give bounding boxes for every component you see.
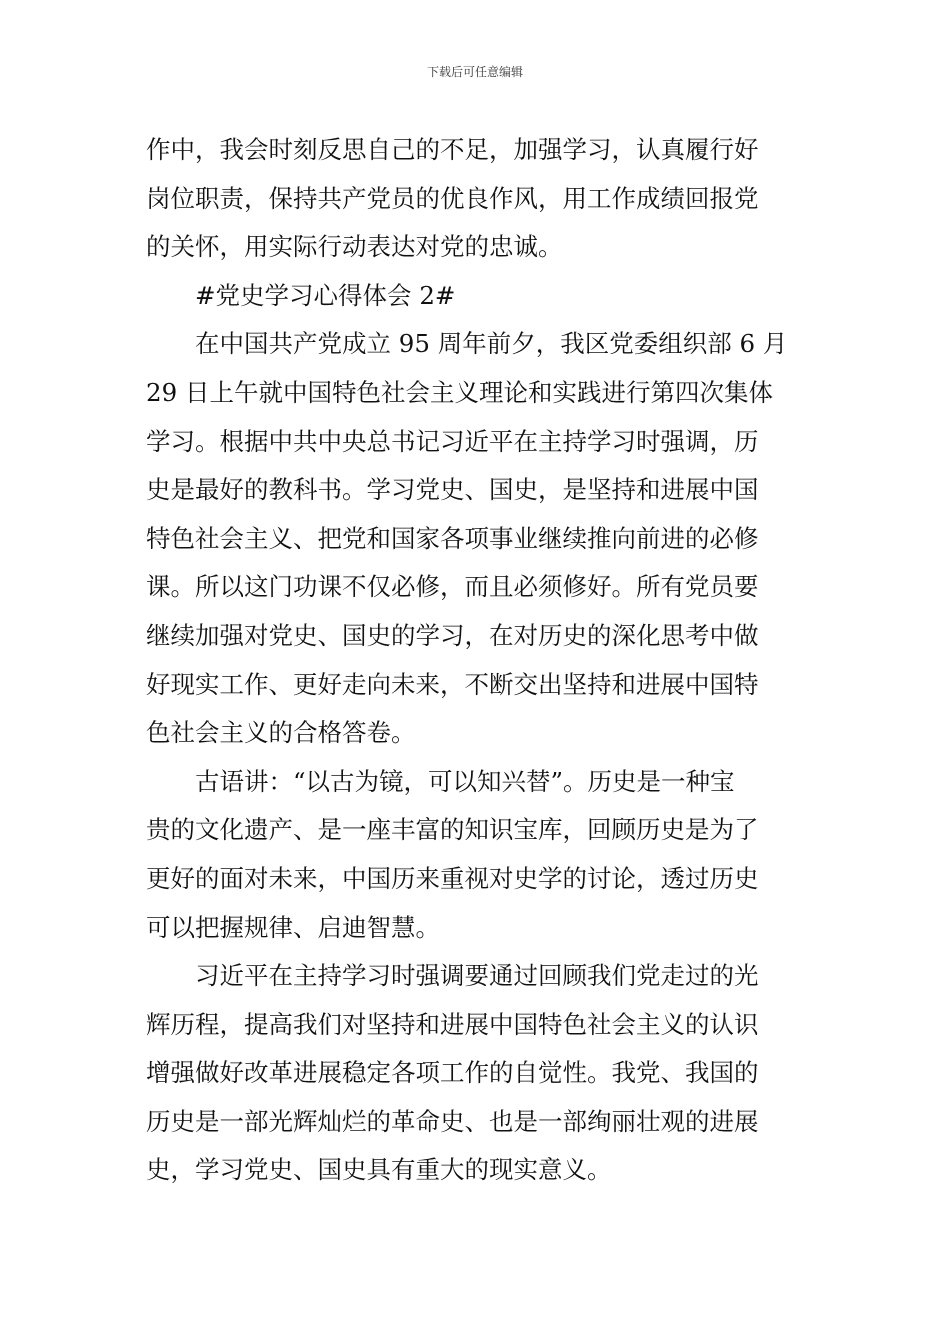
text-line: 29 日上午就中国特色社会主义理论和实践进行第四次集体 bbox=[146, 377, 773, 407]
text-line: 辉历程，提高我们对坚持和进展中国特色社会主义的认识 bbox=[146, 1009, 759, 1039]
text-line: 史，学习党史、国史具有重大的现实意义。 bbox=[146, 1155, 612, 1185]
text-line: 学习。根据中共中央总书记习近平在主持学习时强调，历 bbox=[146, 426, 759, 456]
text-line: 更好的面对未来，中国历来重视对史学的讨论，透过历史 bbox=[146, 863, 759, 893]
text-line: 增强做好改革进展稳定各项工作的自觉性。我党、我国的 bbox=[146, 1058, 759, 1088]
text-line: 课。所以这门功课不仅必修，而且必须修好。所有党员要 bbox=[146, 572, 759, 602]
text-line: 史是最好的教科书。学习党史、国史，是坚持和进展中国 bbox=[146, 475, 759, 505]
text-line: 特色社会主义、把党和国家各项事业继续推向前进的必修 bbox=[146, 523, 759, 553]
text-line: 的关怀，用实际行动表达对党的忠诚。 bbox=[146, 232, 563, 262]
text-line: 好现实工作、更好走向未来，不断交出坚持和进展中国特 bbox=[146, 669, 759, 699]
text-line: 古语讲：“以古为镜，可以知兴替”。历史是一种宝 bbox=[195, 766, 735, 796]
text-line: 贵的文化遗产、是一座丰富的知识宝库，回顾历史是为了 bbox=[146, 815, 759, 845]
paragraph bbox=[146, 758, 810, 952]
section-heading bbox=[146, 272, 810, 321]
section-heading-text: #党史学习心得体会 2# bbox=[195, 280, 456, 310]
text-line: 在中国共产党成立 95 周年前夕，我区党委组织部 6 月 bbox=[195, 329, 788, 359]
page-header-note: 下载后可任意编辑 bbox=[426, 65, 523, 79]
paragraph bbox=[146, 952, 810, 1195]
text-line: 色社会主义的合格答卷。 bbox=[146, 718, 416, 748]
text-line: 作中，我会时刻反思自己的不足，加强学习，认真履行好 bbox=[146, 135, 759, 164]
paragraph bbox=[146, 320, 810, 757]
text-line: 岗位职责，保持共产党员的优良作风，用工作成绩回报党 bbox=[146, 183, 759, 213]
paragraph bbox=[146, 126, 810, 272]
text-line: 可以把握规律、启迪智慧。 bbox=[146, 912, 440, 942]
text-line: 习近平在主持学习时强调要通过回顾我们党走过的光 bbox=[195, 961, 759, 991]
text-line: 继续加强对党史、国史的学习，在对历史的深化思考中做 bbox=[146, 620, 759, 650]
text-line: 历史是一部光辉灿烂的革命史、也是一部绚丽壮观的进展 bbox=[146, 1106, 759, 1136]
document-body bbox=[146, 126, 810, 1195]
